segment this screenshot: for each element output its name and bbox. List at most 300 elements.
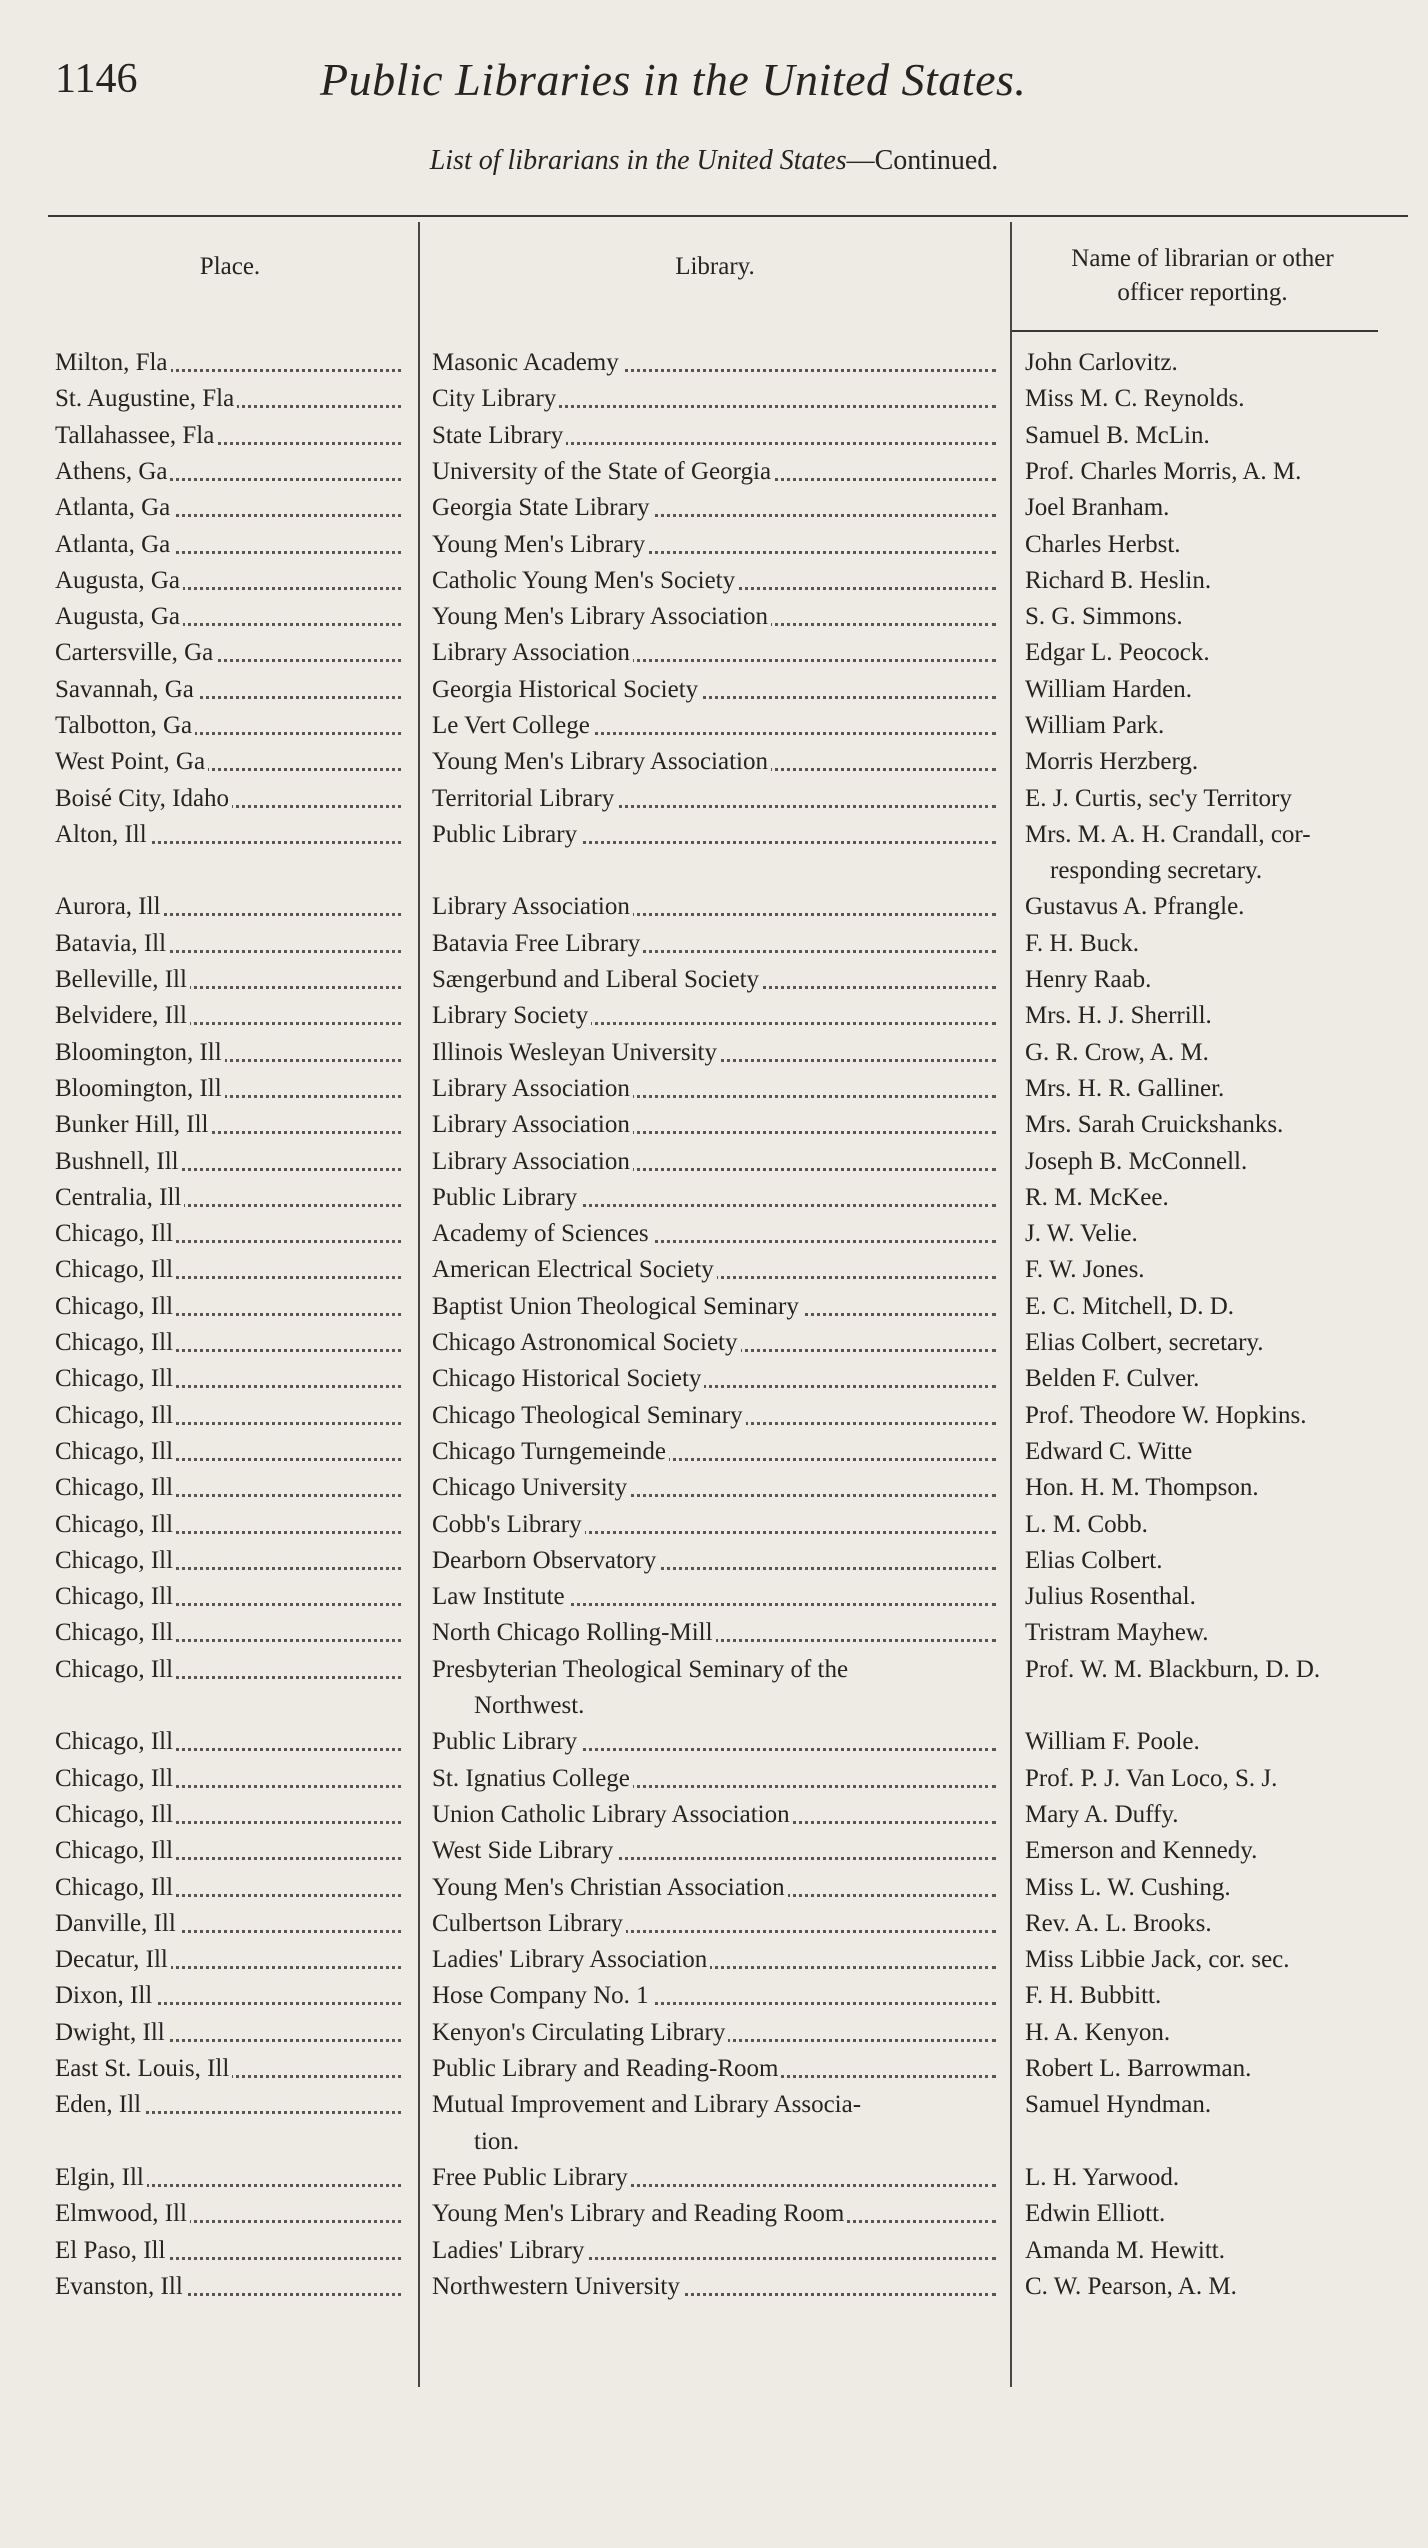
library-cell bbox=[432, 1289, 1000, 1325]
table-row bbox=[0, 926, 1428, 962]
library-cell bbox=[432, 926, 1000, 962]
officer-cell-text: Gustavus A. Pfrangle. bbox=[1025, 893, 1247, 920]
place-cell-text: El Paso, Ill bbox=[55, 2237, 168, 2264]
officer-cell-text: G. R. Crow, A. M. bbox=[1025, 1039, 1212, 1066]
column-header-library: Library. bbox=[675, 253, 755, 280]
table-row bbox=[0, 345, 1428, 381]
place-cell-text: St. Augustine, Fla bbox=[55, 385, 237, 412]
officer-cell bbox=[1025, 563, 1405, 599]
officer-cell-text: Elias Colbert. bbox=[1025, 1547, 1165, 1574]
officer-cell bbox=[1025, 1724, 1405, 1760]
place-cell-text: Bloomington, Ill bbox=[55, 1075, 225, 1102]
place-cell-text: Decatur, Ill bbox=[55, 1946, 171, 1973]
place-cell bbox=[55, 781, 405, 817]
running-title: Public Libraries in the United States. bbox=[320, 54, 1027, 105]
officer-cell bbox=[1025, 1252, 1405, 1288]
library-cell bbox=[432, 889, 1000, 925]
place-cell-text: Elmwood, Ill bbox=[55, 2200, 190, 2227]
officer-cell bbox=[1025, 454, 1405, 490]
officer-cell-text: Edwin Elliott. bbox=[1025, 2200, 1168, 2227]
table-row bbox=[0, 418, 1428, 454]
table-row bbox=[0, 672, 1428, 708]
library-cell bbox=[432, 345, 1000, 381]
officer-cell-text: Elias Colbert, secretary. bbox=[1025, 1329, 1267, 1356]
place-cell-text: Chicago, Ill bbox=[55, 1474, 176, 1501]
place-cell bbox=[55, 1144, 405, 1180]
library-cell bbox=[432, 781, 1000, 817]
library-cell-text: Free Public Library bbox=[432, 2164, 631, 2191]
place-cell-text: Chicago, Ill bbox=[55, 1619, 176, 1646]
table-row bbox=[0, 635, 1428, 671]
place-cell bbox=[55, 708, 405, 744]
library-cell bbox=[432, 1906, 1000, 1942]
library-cell-text: Georgia State Library bbox=[432, 494, 653, 521]
table-row bbox=[0, 381, 1428, 417]
officer-cell bbox=[1025, 1906, 1405, 1942]
officer-cell-text: C. W. Pearson, A. M. bbox=[1025, 2273, 1240, 2300]
library-cell bbox=[432, 1035, 1000, 1071]
header-bottom-rule bbox=[1010, 330, 1378, 332]
table-row bbox=[0, 454, 1428, 490]
library-cell-text: Catholic Young Men's Society bbox=[432, 567, 738, 594]
table-row bbox=[0, 1942, 1428, 1978]
officer-cell bbox=[1025, 2087, 1405, 2123]
library-cell bbox=[432, 563, 1000, 599]
place-cell bbox=[55, 1035, 405, 1071]
table-row bbox=[0, 2196, 1428, 2232]
place-cell-text: Batavia, Ill bbox=[55, 930, 169, 957]
place-cell-text: Dixon, Ill bbox=[55, 1982, 155, 2009]
place-cell bbox=[55, 1289, 405, 1325]
officer-cell bbox=[1025, 490, 1405, 526]
table-row bbox=[0, 889, 1428, 925]
place-cell-text: Chicago, Ill bbox=[55, 1656, 176, 1683]
library-cell bbox=[432, 1470, 1000, 1506]
officer-cell-text: L. H. Yarwood. bbox=[1025, 2164, 1182, 2191]
officer-cell-text: Prof. P. J. Van Loco, S. J. bbox=[1025, 1765, 1280, 1792]
library-cell-text: Young Men's Library bbox=[432, 531, 648, 558]
library-cell bbox=[432, 1615, 1000, 1651]
table-row bbox=[0, 2160, 1428, 2196]
place-cell bbox=[55, 1652, 405, 1688]
library-cell bbox=[432, 1071, 1000, 1107]
officer-cell-text: William Park. bbox=[1025, 712, 1167, 739]
library-cell bbox=[432, 490, 1000, 526]
table-row bbox=[0, 1216, 1428, 1252]
library-cell-text: Chicago Historical Society bbox=[432, 1365, 704, 1392]
officer-cell bbox=[1025, 781, 1405, 817]
officer-cell-text: Mrs. H. J. Sherrill. bbox=[1025, 1002, 1215, 1029]
library-cell bbox=[432, 1107, 1000, 1143]
place-cell bbox=[55, 2233, 405, 2269]
library-cell bbox=[432, 2051, 1000, 2087]
officer-cell bbox=[1025, 1761, 1405, 1797]
library-cell-text: Cobb's Library bbox=[432, 1511, 585, 1538]
library-cell-text: Batavia Free Library bbox=[432, 930, 643, 957]
library-cell bbox=[432, 1870, 1000, 1906]
library-cell bbox=[432, 1325, 1000, 1361]
place-cell-text: Elgin, Ill bbox=[55, 2164, 147, 2191]
officer-cell-text: F. W. Jones. bbox=[1025, 1256, 1148, 1283]
library-cell bbox=[432, 1579, 1000, 1615]
officer-cell bbox=[1025, 1470, 1405, 1506]
place-cell bbox=[55, 962, 405, 998]
library-cell-continuation: tion. bbox=[474, 2128, 520, 2155]
library-cell bbox=[432, 1216, 1000, 1252]
table-row bbox=[0, 1652, 1428, 1688]
library-cell-text: Library Association bbox=[432, 1148, 633, 1175]
place-cell bbox=[55, 1579, 405, 1615]
officer-cell bbox=[1025, 2233, 1405, 2269]
place-cell-text: Savannah, Ga bbox=[55, 676, 197, 703]
officer-cell bbox=[1025, 744, 1405, 780]
place-cell bbox=[55, 1543, 405, 1579]
officer-cell bbox=[1025, 926, 1405, 962]
library-cell-text: Le Vert College bbox=[432, 712, 593, 739]
officer-cell bbox=[1025, 2015, 1405, 2051]
officer-cell bbox=[1025, 1361, 1405, 1397]
place-cell bbox=[55, 1906, 405, 1942]
library-cell-text: St. Ignatius College bbox=[432, 1765, 633, 1792]
library-cell-text: Library Association bbox=[432, 1111, 633, 1138]
table-row bbox=[0, 1289, 1428, 1325]
place-cell bbox=[55, 490, 405, 526]
place-cell bbox=[55, 1434, 405, 1470]
place-cell-text: Danville, Ill bbox=[55, 1910, 179, 1937]
officer-cell-text: E. J. Curtis, sec'y Territory bbox=[1025, 785, 1295, 812]
library-cell bbox=[432, 708, 1000, 744]
library-cell-text: Young Men's Library and Reading Room bbox=[432, 2200, 847, 2227]
place-cell bbox=[55, 2160, 405, 2196]
library-cell-text: Chicago Turngemeinde bbox=[432, 1438, 669, 1465]
officer-cell bbox=[1025, 1652, 1405, 1688]
officer-cell-text: F. H. Buck. bbox=[1025, 930, 1142, 957]
table-row bbox=[0, 1398, 1428, 1434]
table-row bbox=[0, 1252, 1428, 1288]
library-cell-text: Union Catholic Library Association bbox=[432, 1801, 793, 1828]
officer-cell-continuation: responding secretary. bbox=[1050, 857, 1263, 884]
officer-cell-text: S. G. Simmons. bbox=[1025, 603, 1186, 630]
place-cell bbox=[55, 1470, 405, 1506]
place-cell bbox=[55, 2087, 405, 2123]
officer-cell bbox=[1025, 672, 1405, 708]
place-cell-text: Athens, Ga bbox=[55, 458, 170, 485]
library-cell-text: Masonic Academy bbox=[432, 349, 622, 376]
place-cell bbox=[55, 744, 405, 780]
officer-cell-text: Julius Rosenthal. bbox=[1025, 1583, 1199, 1610]
place-cell-text: Chicago, Ill bbox=[55, 1837, 176, 1864]
table-row bbox=[0, 2269, 1428, 2305]
officer-cell bbox=[1025, 1978, 1405, 2014]
library-cell bbox=[432, 1361, 1000, 1397]
table-row bbox=[0, 1434, 1428, 1470]
library-cell-text: Presbyterian Theological Seminary of the bbox=[432, 1656, 851, 1683]
place-cell-text: Centralia, Ill bbox=[55, 1184, 184, 1211]
officer-cell bbox=[1025, 1942, 1405, 1978]
officer-cell-text: William F. Poole. bbox=[1025, 1728, 1203, 1755]
table-row bbox=[0, 2233, 1428, 2269]
place-cell bbox=[55, 2269, 405, 2305]
table-row bbox=[0, 998, 1428, 1034]
place-cell-text: Chicago, Ill bbox=[55, 1728, 176, 1755]
officer-cell-text: Belden F. Culver. bbox=[1025, 1365, 1202, 1392]
officer-cell-text: Emerson and Kennedy. bbox=[1025, 1837, 1260, 1864]
officer-cell bbox=[1025, 1797, 1405, 1833]
table-row bbox=[0, 1107, 1428, 1143]
officer-cell-text: Robert L. Barrowman. bbox=[1025, 2055, 1254, 2082]
place-cell-text: Evanston, Ill bbox=[55, 2273, 186, 2300]
library-cell-continuation: Northwest. bbox=[474, 1692, 585, 1719]
officer-cell-text: Joel Branham. bbox=[1025, 494, 1172, 521]
place-cell-text: West Point, Ga bbox=[55, 748, 208, 775]
library-cell bbox=[432, 2160, 1000, 2196]
place-cell bbox=[55, 1325, 405, 1361]
table-row bbox=[0, 1761, 1428, 1797]
library-cell-text: Baptist Union Theological Seminary bbox=[432, 1293, 802, 1320]
place-cell bbox=[55, 454, 405, 490]
officer-cell bbox=[1025, 1144, 1405, 1180]
place-cell-text: Chicago, Ill bbox=[55, 1801, 176, 1828]
caption-dash: — bbox=[846, 145, 875, 176]
library-cell-text: Public Library bbox=[432, 821, 580, 848]
table-row bbox=[0, 563, 1428, 599]
place-cell bbox=[55, 2196, 405, 2232]
place-cell bbox=[55, 1107, 405, 1143]
library-cell bbox=[432, 998, 1000, 1034]
officer-cell bbox=[1025, 418, 1405, 454]
library-cell bbox=[432, 1507, 1000, 1543]
place-cell-text: Bunker Hill, Ill bbox=[55, 1111, 211, 1138]
library-cell-text: Public Library and Reading-Room bbox=[432, 2055, 781, 2082]
officer-cell-text: J. W. Velie. bbox=[1025, 1220, 1141, 1247]
table-row bbox=[0, 527, 1428, 563]
library-cell-text: Young Men's Library Association bbox=[432, 748, 771, 775]
officer-cell bbox=[1025, 1870, 1405, 1906]
officer-cell-text: Morris Herzberg. bbox=[1025, 748, 1201, 775]
table-row bbox=[0, 1325, 1428, 1361]
place-cell-text: Chicago, Ill bbox=[55, 1402, 176, 1429]
library-cell bbox=[432, 1144, 1000, 1180]
library-cell-text: Chicago Theological Seminary bbox=[432, 1402, 746, 1429]
officer-cell-text: Samuel Hyndman. bbox=[1025, 2091, 1214, 2118]
place-cell bbox=[55, 1797, 405, 1833]
officer-cell-text: Samuel B. McLin. bbox=[1025, 422, 1213, 449]
place-cell-text: East St. Louis, Ill bbox=[55, 2055, 232, 2082]
officer-cell-text: Miss M. C. Reynolds. bbox=[1025, 385, 1247, 412]
place-cell-text: Chicago, Ill bbox=[55, 1511, 176, 1538]
table-row bbox=[0, 1978, 1428, 2014]
officer-cell bbox=[1025, 527, 1405, 563]
officer-cell bbox=[1025, 1398, 1405, 1434]
officer-cell bbox=[1025, 1833, 1405, 1869]
table-row bbox=[0, 1035, 1428, 1071]
officer-cell-text: Amanda M. Hewitt. bbox=[1025, 2237, 1228, 2264]
officer-cell bbox=[1025, 1035, 1405, 1071]
library-cell bbox=[432, 2233, 1000, 2269]
table-row bbox=[0, 2015, 1428, 2051]
table-row bbox=[0, 1361, 1428, 1397]
library-cell-text: Library Society bbox=[432, 1002, 591, 1029]
place-cell bbox=[55, 1761, 405, 1797]
place-cell bbox=[55, 1615, 405, 1651]
library-cell-text: Hose Company No. 1 bbox=[432, 1982, 652, 2009]
table-caption bbox=[0, 145, 1428, 177]
table-row bbox=[0, 1507, 1428, 1543]
place-cell bbox=[55, 1507, 405, 1543]
library-cell-text: State Library bbox=[432, 422, 566, 449]
place-cell-text: Augusta, Ga bbox=[55, 567, 183, 594]
place-cell-text: Chicago, Ill bbox=[55, 1583, 176, 1610]
place-cell-text: Chicago, Ill bbox=[55, 1256, 176, 1283]
officer-cell-text: Hon. H. M. Thompson. bbox=[1025, 1474, 1262, 1501]
table-row bbox=[0, 1906, 1428, 1942]
officer-cell bbox=[1025, 1107, 1405, 1143]
place-cell-text: Milton, Fla bbox=[55, 349, 171, 376]
officer-cell bbox=[1025, 2160, 1405, 2196]
place-cell-text: Chicago, Ill bbox=[55, 1438, 176, 1465]
place-cell-text: Atlanta, Ga bbox=[55, 494, 173, 521]
library-cell-text: Illinois Wesleyan University bbox=[432, 1039, 720, 1066]
library-cell-text: Young Men's Christian Association bbox=[432, 1874, 788, 1901]
place-cell-text: Atlanta, Ga bbox=[55, 531, 173, 558]
library-cell bbox=[432, 418, 1000, 454]
place-cell-text: Chicago, Ill bbox=[55, 1293, 176, 1320]
place-cell bbox=[55, 817, 405, 853]
library-cell bbox=[432, 672, 1000, 708]
place-cell-text: Talbotton, Ga bbox=[55, 712, 195, 739]
officer-cell-text: Prof. W. M. Blackburn, D. D. bbox=[1025, 1656, 1323, 1683]
library-cell bbox=[432, 1761, 1000, 1797]
place-cell-text: Tallahassee, Fla bbox=[55, 422, 217, 449]
officer-cell bbox=[1025, 599, 1405, 635]
table-row bbox=[0, 1180, 1428, 1216]
place-cell bbox=[55, 2051, 405, 2087]
place-cell bbox=[55, 2015, 405, 2051]
top-rule bbox=[48, 215, 1408, 217]
library-cell-text: Academy of Sciences bbox=[432, 1220, 652, 1247]
place-cell bbox=[55, 527, 405, 563]
library-cell bbox=[432, 1797, 1000, 1833]
library-cell-text: University of the State of Georgia bbox=[432, 458, 774, 485]
officer-cell bbox=[1025, 2269, 1405, 2305]
officer-cell bbox=[1025, 889, 1405, 925]
library-cell-text: Public Library bbox=[432, 1728, 580, 1755]
table-row bbox=[0, 1615, 1428, 1651]
place-cell-text: Chicago, Ill bbox=[55, 1874, 176, 1901]
table-row bbox=[0, 1543, 1428, 1579]
place-cell bbox=[55, 1180, 405, 1216]
library-cell bbox=[432, 2196, 1000, 2232]
table-row bbox=[0, 490, 1428, 526]
column-header-place: Place. bbox=[199, 253, 261, 280]
officer-cell-text: Mary A. Duffy. bbox=[1025, 1801, 1181, 1828]
officer-cell-text: Edgar L. Peocock. bbox=[1025, 639, 1213, 666]
place-cell-text: Alton, Ill bbox=[55, 821, 150, 848]
officer-cell bbox=[1025, 998, 1405, 1034]
library-cell bbox=[432, 2015, 1000, 2051]
library-cell-text: North Chicago Rolling-Mill bbox=[432, 1619, 716, 1646]
officer-cell bbox=[1025, 635, 1405, 671]
place-cell-text: Eden, Ill bbox=[55, 2091, 144, 2118]
place-cell bbox=[55, 889, 405, 925]
place-cell bbox=[55, 672, 405, 708]
place-cell bbox=[55, 1361, 405, 1397]
officer-cell bbox=[1025, 817, 1405, 853]
library-cell-text: Chicago Astronomical Society bbox=[432, 1329, 741, 1356]
place-cell bbox=[55, 345, 405, 381]
officer-cell-text: Rev. A. L. Brooks. bbox=[1025, 1910, 1215, 1937]
library-cell bbox=[432, 635, 1000, 671]
officer-cell bbox=[1025, 1289, 1405, 1325]
library-cell bbox=[432, 2269, 1000, 2305]
officer-cell-text: Prof. Theodore W. Hopkins. bbox=[1025, 1402, 1309, 1429]
place-cell-text: Chicago, Ill bbox=[55, 1329, 176, 1356]
officer-cell-text: Richard B. Heslin. bbox=[1025, 567, 1214, 594]
library-cell bbox=[432, 962, 1000, 998]
place-cell bbox=[55, 1252, 405, 1288]
library-cell bbox=[432, 1724, 1000, 1760]
table-row bbox=[0, 1724, 1428, 1760]
library-cell-text: American Electrical Society bbox=[432, 1256, 717, 1283]
library-cell bbox=[432, 1942, 1000, 1978]
library-cell bbox=[432, 1652, 1000, 1688]
officer-cell bbox=[1025, 2196, 1405, 2232]
library-cell bbox=[432, 527, 1000, 563]
officer-cell-text: Miss Libbie Jack, cor. sec. bbox=[1025, 1946, 1293, 1973]
place-cell-text: Chicago, Ill bbox=[55, 1547, 176, 1574]
library-cell-text: Ladies' Library bbox=[432, 2237, 587, 2264]
place-cell-text: Bushnell, Ill bbox=[55, 1148, 182, 1175]
library-cell-text: Culbertson Library bbox=[432, 1910, 626, 1937]
place-cell bbox=[55, 926, 405, 962]
officer-cell-text: L. M. Cobb. bbox=[1025, 1511, 1151, 1538]
officer-header-line1: Name of librarian or other bbox=[1071, 245, 1334, 272]
officer-header-line2: officer reporting. bbox=[1117, 279, 1288, 306]
officer-cell bbox=[1025, 1216, 1405, 1252]
library-cell-text: Kenyon's Circulating Library bbox=[432, 2019, 728, 2046]
place-cell bbox=[55, 1833, 405, 1869]
place-cell bbox=[55, 381, 405, 417]
table-row bbox=[0, 1071, 1428, 1107]
officer-cell bbox=[1025, 1434, 1405, 1470]
officer-cell-text: Joseph B. McConnell. bbox=[1025, 1148, 1250, 1175]
officer-cell bbox=[1025, 1543, 1405, 1579]
table-row bbox=[0, 2051, 1428, 2087]
place-cell-text: Chicago, Ill bbox=[55, 1220, 176, 1247]
place-cell bbox=[55, 599, 405, 635]
place-cell-text: Belvidere, Ill bbox=[55, 1002, 190, 1029]
officer-cell bbox=[1025, 1507, 1405, 1543]
caption-continued: Continued. bbox=[874, 145, 999, 176]
place-cell bbox=[55, 1870, 405, 1906]
place-cell bbox=[55, 1942, 405, 1978]
officer-cell-text: R. M. McKee. bbox=[1025, 1184, 1172, 1211]
officer-cell-text: Henry Raab. bbox=[1025, 966, 1154, 993]
officer-cell bbox=[1025, 345, 1405, 381]
library-cell-text: Library Association bbox=[432, 639, 633, 666]
table-row bbox=[0, 708, 1428, 744]
library-cell bbox=[432, 1978, 1000, 2014]
place-cell-text: Dwight, Ill bbox=[55, 2019, 168, 2046]
place-cell bbox=[55, 1216, 405, 1252]
library-cell-text: Ladies' Library Association bbox=[432, 1946, 710, 1973]
table-row bbox=[0, 817, 1428, 853]
officer-cell-text: Mrs. Sarah Cruickshanks. bbox=[1025, 1111, 1286, 1138]
table-row bbox=[0, 744, 1428, 780]
officer-cell bbox=[1025, 1071, 1405, 1107]
place-cell-text: Chicago, Ill bbox=[55, 1765, 176, 1792]
column-header-officer bbox=[1015, 242, 1390, 310]
